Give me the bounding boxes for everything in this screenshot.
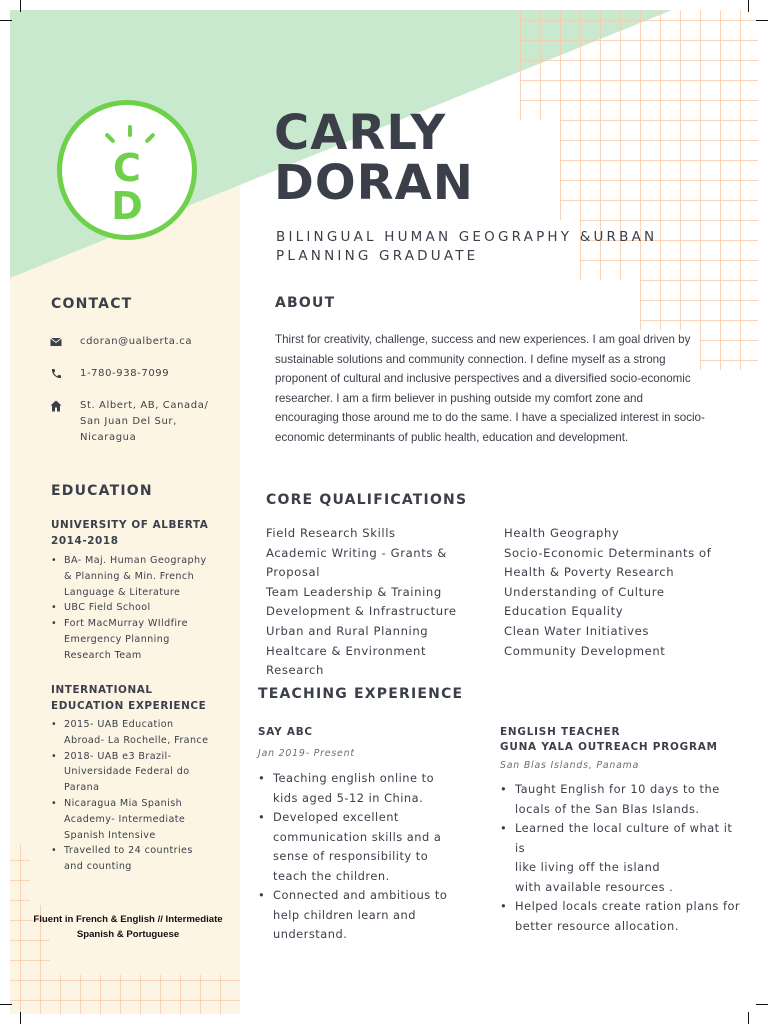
university-title: [51, 518, 208, 549]
list-item: [51, 553, 223, 600]
about-line: encouraging those around me to do the same. I have a specialized interest in socio-: [275, 411, 705, 424]
qualification-item: Urban and Rural Planning: [266, 623, 429, 638]
language-summary: [30, 912, 226, 942]
job-location: San Blas Islands, Panama: [500, 760, 640, 771]
address-line: Nicaragua: [80, 432, 137, 443]
job-title-line: GUNA YALA OUTREACH PROGRAM: [500, 741, 718, 753]
about-line: economic determinants of public health, education and development.: [275, 430, 629, 444]
crop-mark: [748, 0, 749, 12]
crop-mark: [756, 20, 768, 21]
qualifications-right-column: [504, 524, 734, 661]
list-item-line: sense of responsibility to: [273, 849, 429, 863]
about-line: sustainable solutions and community connection. I define myself as a strong: [275, 352, 666, 366]
crop-mark: [20, 0, 21, 12]
qualification-item: Understanding of Culture: [504, 584, 665, 599]
job-subtitle: [276, 228, 696, 266]
contact-address: [80, 398, 230, 446]
list-item: [500, 780, 745, 819]
crop-mark: [0, 20, 12, 21]
qualification-item: Team Leadership & Training: [266, 584, 442, 599]
education-list: [51, 553, 223, 664]
list-item-line: • Travelled to 24 countries: [64, 845, 193, 857]
address-line: San Juan Del Sur,: [80, 416, 177, 427]
job-title-say-abc: SAY ABC: [258, 726, 313, 738]
list-item-line: • Developed excellent: [273, 810, 399, 824]
qualification-item: Clean Water Initiatives: [504, 623, 650, 638]
list-item-line: • Connected and ambitious to: [273, 888, 448, 902]
list-item: [51, 616, 223, 663]
qualification-item: Socio-Economic Determinants of: [504, 545, 712, 560]
contact-email[interactable]: cdoran@ualberta.ca: [80, 336, 193, 347]
international-education-title: [51, 683, 206, 714]
list-item-line: • Teaching english online to: [273, 771, 435, 785]
crop-mark: [756, 1004, 768, 1005]
list-item-line: Parana: [64, 782, 100, 794]
logo-ray: [128, 125, 132, 137]
qualification-item: Community Development: [504, 643, 666, 658]
qualification-item: Health Geography: [504, 526, 620, 540]
crop-mark: [748, 1012, 749, 1024]
list-item-line: understand.: [273, 927, 348, 941]
international-title-line: EDUCATION EXPERIENCE: [51, 699, 207, 712]
logo-letter-d: D: [111, 184, 143, 228]
job-bullets-english-teacher: [500, 780, 745, 936]
contact-heading: CONTACT: [51, 296, 133, 312]
qualification-item: Academic Writing - Grants &: [266, 545, 447, 560]
list-item-line: Emergency Planning: [64, 633, 170, 645]
qualification-item: Health & Poverty Research: [504, 565, 675, 580]
list-item-line: • Fort MacMurray WIldfire: [64, 618, 188, 630]
list-item: [51, 600, 223, 616]
job-date: Jan 2019- Present: [258, 748, 355, 759]
qualification-item: Healtcare & Environment: [266, 643, 427, 658]
list-item-line: and counting: [64, 861, 132, 873]
qualification-item: Development & Infrastructure: [266, 604, 457, 619]
list-item-line: locals of the San Blas Islands.: [515, 801, 700, 816]
international-education-list: [51, 717, 223, 875]
logo-ray: [144, 132, 155, 143]
logo-letter-c: C: [113, 146, 141, 190]
about-line: proponent of cultural and inclusive perspectives and a diversified socio-economic: [275, 372, 691, 385]
phone-icon: [50, 368, 62, 380]
list-item-line: communication skills and a: [273, 829, 442, 844]
job-title-english-teacher: [500, 725, 718, 755]
list-item-line: kids aged 5-12 in China.: [273, 790, 424, 805]
list-item-line: • 2015- UAB Education: [64, 719, 174, 730]
about-line: researcher. I am a firm believer in pushing outside my comfort zone and: [275, 391, 643, 405]
list-item: [51, 749, 223, 796]
list-item-line: Academy- Intermediate: [64, 813, 186, 825]
contact-phone: 1-780-938-7099: [80, 368, 170, 379]
teaching-experience-heading: TEACHING EXPERIENCE: [258, 686, 464, 702]
list-item-line: help children learn and: [273, 907, 416, 922]
list-item: [258, 769, 468, 808]
monogram-logo: [57, 100, 197, 240]
list-item: [258, 886, 468, 945]
first-name: CARLY: [274, 105, 447, 161]
address-line: St. Albert, AB, Canada/: [80, 400, 209, 411]
list-item-line: Language & Literature: [64, 586, 181, 598]
qualification-item: Research: [266, 663, 324, 678]
job-bullets-say-abc: [258, 769, 468, 945]
core-qualifications-heading: CORE QUALIFICATIONS: [266, 492, 468, 508]
language-line: Fluent in French & English // Intermediate: [33, 914, 223, 925]
candidate-name: [274, 105, 474, 211]
university-name: UNIVERSITY OF ALBERTA: [51, 519, 209, 531]
crop-mark: [20, 1012, 21, 1024]
list-item-line: • BA- Maj. Human Geography: [64, 555, 207, 566]
list-item: [500, 819, 745, 897]
international-title-line: INTERNATIONAL: [51, 684, 153, 696]
list-item-line: like living off the island: [515, 860, 661, 874]
list-item-line: Universidade Federal do: [64, 766, 190, 778]
about-heading: ABOUT: [275, 295, 336, 311]
list-item-line: • UBC Field School: [64, 602, 151, 614]
list-item-line: • Helped locals create ration plans for: [515, 899, 741, 913]
qualification-item: Education Equality: [504, 604, 624, 619]
list-item-line: Research Team: [64, 649, 142, 661]
list-item: [51, 843, 223, 875]
list-item: [51, 717, 223, 749]
about-paragraph: [275, 330, 715, 447]
about-line: Thirst for creativity, challenge, success and new experiences. I am goal driven by: [275, 333, 691, 346]
crop-mark: [0, 1004, 12, 1005]
list-item-line: & Planning & Min. French: [64, 570, 195, 582]
logo-ray: [104, 132, 115, 143]
list-item-line: Spanish Intensive: [64, 829, 156, 841]
list-item-line: • 2018- UAB e3 Brazil-: [64, 750, 172, 762]
list-item-line: • Taught English for 10 days to the: [515, 782, 720, 796]
list-item-line: better resource allocation.: [515, 918, 679, 933]
home-icon: [50, 400, 62, 412]
education-heading: EDUCATION: [51, 483, 153, 499]
list-item-line: • Nicaragua Mia Spanish: [64, 797, 183, 809]
last-name: DORAN: [274, 155, 474, 211]
job-title-line: ENGLISH TEACHER: [500, 726, 621, 738]
subtitle-line: PLANNING GRADUATE: [276, 248, 479, 264]
qualification-item: Proposal: [266, 565, 321, 580]
list-item: [51, 796, 223, 843]
qualification-item: Field Research Skills: [266, 526, 396, 540]
list-item-line: teach the children.: [273, 868, 390, 883]
language-line: Spanish & Portuguese: [76, 929, 180, 940]
qualifications-left-column: [266, 524, 486, 681]
list-item: [258, 808, 468, 886]
list-item-line: with available resources .: [515, 879, 674, 894]
list-item: [500, 897, 745, 936]
subtitle-line: BILINGUAL HUMAN GEOGRAPHY &URBAN: [276, 229, 658, 245]
envelope-icon: [50, 336, 62, 348]
list-item-line: Abroad- La Rochelle, France: [64, 734, 209, 746]
list-item-line: • Learned the local culture of what it is: [515, 821, 733, 855]
university-years: 2014-2018: [51, 534, 119, 547]
